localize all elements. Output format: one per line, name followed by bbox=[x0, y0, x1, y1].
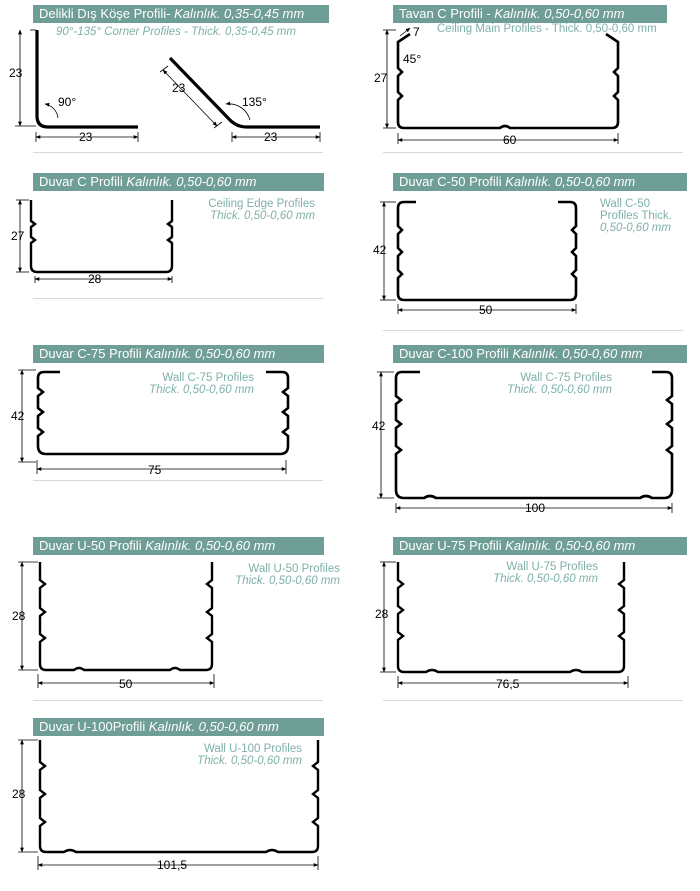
title-text: Delikli Dış Köşe Profili- bbox=[39, 6, 171, 21]
duvar-c50-profile bbox=[398, 202, 576, 300]
corner-90-drawing bbox=[15, 30, 138, 142]
dim-label: 23 bbox=[264, 130, 278, 144]
dim-label: 42 bbox=[11, 409, 25, 423]
title-text: Duvar U-75 Profili bbox=[399, 538, 506, 553]
dim-label: 28 bbox=[88, 272, 102, 286]
duvar-c-drawing bbox=[16, 200, 172, 283]
angle-label: 90° bbox=[58, 95, 77, 109]
thickness-text: Kalınlık. 0,35-0,45 mm bbox=[174, 6, 305, 21]
corner-135-drawing bbox=[160, 58, 320, 142]
corner-135-profile bbox=[170, 58, 320, 127]
thickness-text: Kalınlık. 0,50-0,60 mm bbox=[145, 538, 276, 553]
angle-label: 135° bbox=[242, 95, 267, 109]
dim-label: 60 bbox=[503, 133, 517, 147]
subtitle-line: Thick. 0,50-0,60 mm bbox=[235, 575, 340, 587]
title-text: Duvar U-100Profili bbox=[39, 719, 149, 734]
duvar-u100-profile bbox=[40, 740, 318, 852]
thickness-text: Kalınlık. 0,50-0,60 mm bbox=[126, 174, 257, 189]
duvar-u100-drawing bbox=[18, 740, 318, 870]
subtitle-line: Thick. 0,50-0,60 mm bbox=[507, 384, 612, 396]
duvar-c75-profile bbox=[38, 372, 288, 454]
dim-label: 28 bbox=[375, 607, 389, 621]
title-text: Tavan C Profili - bbox=[399, 6, 495, 21]
tavan-c-drawing bbox=[383, 28, 618, 144]
subtitle-line: Wall U-50 Profiles bbox=[248, 563, 340, 575]
subtitle-line: Wall C-50 bbox=[600, 198, 651, 210]
dim-label: 28 bbox=[12, 787, 26, 801]
dim-label: 28 bbox=[12, 609, 26, 623]
subtitle-line: Wall C-75 Profiles bbox=[162, 372, 254, 384]
dim-label: 75 bbox=[148, 463, 162, 477]
duvar-u50-profile bbox=[40, 562, 212, 670]
thickness-text: Kalınlık. 0,50-0,60 mm bbox=[512, 346, 643, 361]
subtitle-line: Wall U-75 Profiles bbox=[506, 561, 598, 573]
thickness-text: Kalınlık. 0,50-0,60 mm bbox=[505, 538, 636, 553]
dim-label: 27 bbox=[11, 229, 25, 243]
title-text: Duvar C-50 Profili bbox=[399, 174, 506, 189]
subtitle-line: Thick. 0,50-0,60 mm bbox=[197, 755, 302, 767]
angle-label: 45° bbox=[403, 52, 422, 66]
thickness-text: Kalınlık. 0,50-0,60 mm bbox=[148, 719, 279, 734]
title-text: Duvar U-50 Profili bbox=[39, 538, 146, 553]
tavan-c-profile bbox=[398, 34, 618, 128]
dim-label: 23 bbox=[79, 130, 93, 144]
dim-label: 50 bbox=[479, 303, 493, 317]
thickness-text: Kalınlık. 0,50-0,60 mm bbox=[145, 346, 276, 361]
subtitle-text: Ceiling Main Profiles - Thick. 0,50-0,60 mm bbox=[437, 23, 657, 35]
dim-ext-line bbox=[214, 122, 222, 128]
subtitle-line: Wall C-75 Profiles bbox=[520, 372, 612, 384]
dim-label: 76,5 bbox=[496, 677, 520, 691]
subtitle-line: Ceiling Edge Profiles bbox=[208, 198, 315, 210]
dim-label: 50 bbox=[119, 677, 133, 691]
subtitle-text: 90°-135° Corner Profiles - Thick. 0,35-0,45 mm bbox=[56, 26, 296, 38]
title-text: Duvar C-75 Profili bbox=[39, 346, 146, 361]
dim-label: 23 bbox=[9, 66, 23, 80]
duvar-u75-profile bbox=[398, 562, 624, 672]
angle-arc bbox=[45, 104, 58, 118]
subtitle-line: Thick. 0,50-0,60 mm bbox=[210, 210, 315, 222]
subtitle-line: Wall U-100 Profiles bbox=[204, 743, 302, 755]
thickness-text: Kalınlık. 0,50-0,60 mm bbox=[505, 174, 636, 189]
duvar-c75-drawing bbox=[18, 370, 288, 474]
duvar-c100-profile bbox=[396, 372, 672, 498]
dim-label: 23 bbox=[172, 81, 186, 95]
duvar-u75-drawing bbox=[380, 562, 628, 688]
dim-label: 7 bbox=[413, 25, 420, 39]
dim-label: 27 bbox=[374, 71, 388, 85]
dim-label: 101,5 bbox=[157, 858, 188, 872]
duvar-c-profile bbox=[31, 200, 172, 272]
title-text: Duvar C-100 Profili bbox=[399, 346, 513, 361]
duvar-c50-drawing bbox=[380, 202, 576, 314]
title-text: Duvar C Profili bbox=[39, 174, 127, 189]
corner-90-profile bbox=[37, 30, 138, 127]
subtitle-line: 0,50-0,60 mm bbox=[600, 222, 671, 234]
subtitle-line: Thick. 0,50-0,60 mm bbox=[149, 384, 254, 396]
dim-label: 42 bbox=[373, 243, 387, 257]
thickness-text: Kalınlık. 0,50-0,60 mm bbox=[494, 6, 625, 21]
dim-label: 100 bbox=[525, 501, 546, 515]
duvar-c100-drawing bbox=[377, 372, 672, 513]
subtitle-line: Profiles Thick. bbox=[600, 210, 673, 222]
duvar-u50-drawing bbox=[18, 562, 214, 688]
dim-label: 42 bbox=[372, 419, 386, 433]
corner-90-highlight bbox=[41, 30, 138, 123]
subtitle-line: Thick. 0,50-0,60 mm bbox=[493, 573, 598, 585]
